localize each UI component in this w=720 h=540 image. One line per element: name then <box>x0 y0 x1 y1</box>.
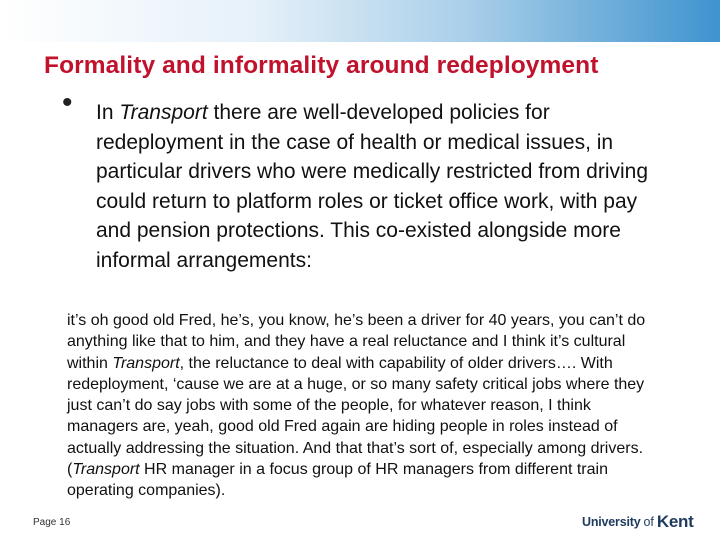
logo-of-text: of <box>643 515 654 529</box>
page-label: Page <box>33 517 57 528</box>
quote-part-2: , the reluctance to deal with capability of older drivers…. With redeployment, ‘cause we are at a huge, or so many safety critical jobs where they just can’t do say jobs with some of the people, for whatever reason, I think managers are, yeah, good old Fred again are hiding people in roles instead of actually addressing the situation. And that that’s sort of, especially among drivers. ( <box>67 354 645 479</box>
quote-block <box>67 310 647 502</box>
university-logo <box>582 512 693 532</box>
quote-emphasis-1: Transport <box>112 354 180 372</box>
bullet-rest: there are well-developed policies for redeployment in the case of health or medical issues, in particular drivers who were medically restricted from driving could return to platform roles or ticket office work, with pay and pension protections. This co-existed alongside more informal arrangements: <box>96 101 649 272</box>
page-number <box>33 517 70 528</box>
logo-university-text: University <box>582 515 641 529</box>
quote-part-1: it’s oh good old Fred, he’s, you know, he’s been a driver for 40 years, you can’t do anything like that to him, and they have a real reluctance and I think it’s cultural within <box>67 312 646 372</box>
quote-emphasis-2: Transport <box>72 461 140 479</box>
bullet-prefix: In <box>96 101 120 124</box>
page-number-value: 16 <box>59 517 71 528</box>
bullet-emphasis: Transport <box>119 101 208 124</box>
header-gradient-band <box>0 0 720 42</box>
logo-kent-text: Kent <box>656 512 694 531</box>
bullet-point-icon: • <box>62 86 73 119</box>
bullet-text <box>96 98 656 275</box>
quote-part-3: HR manager in a focus group of HR managers from different train operating companies). <box>67 461 608 500</box>
slide-title: Formality and informality around redeployment <box>44 52 599 79</box>
